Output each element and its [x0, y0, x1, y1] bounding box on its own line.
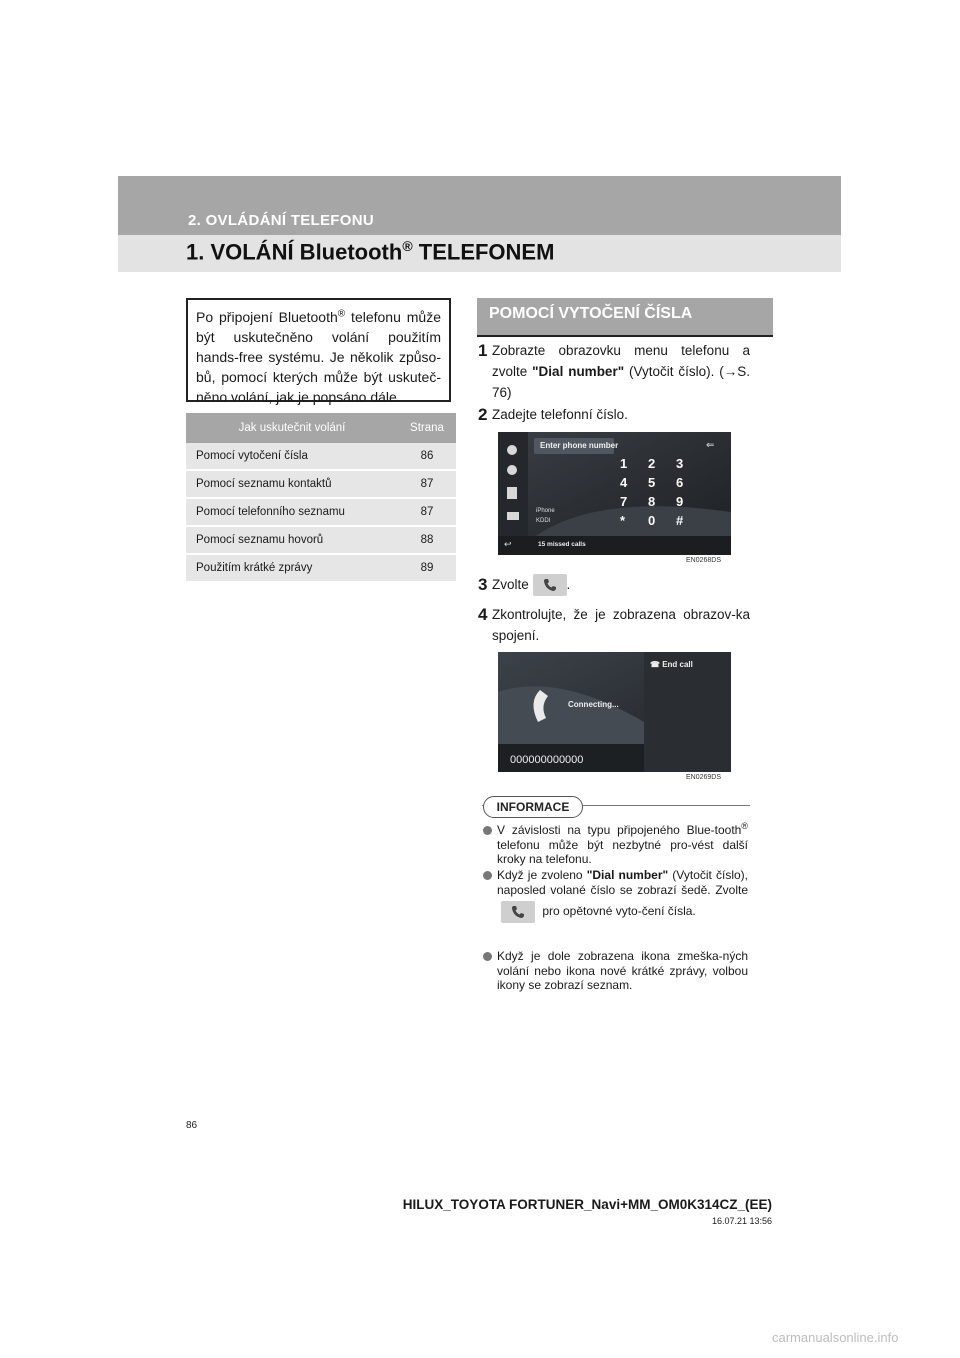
table-row [186, 498, 456, 526]
key[interactable]: 1 [620, 456, 628, 471]
info-bullet-1: V závislosti na typu připojeného Blue-tooth® telefonu může být nezbytné pro-vést další kroky na telefonu. [483, 823, 748, 867]
step-1: 1 Zobrazte obrazovku menu telefonu a zvolte "Dial number" (Vytočit číslo). (→S. 76) [478, 341, 750, 400]
back-icon: ↩ [504, 539, 512, 549]
table-row [186, 470, 456, 498]
key[interactable]: 9 [676, 494, 684, 509]
bullet-icon [483, 952, 492, 961]
table-row [186, 526, 456, 554]
document-date: 16.07.21 13:56 [711, 1216, 772, 1226]
message-icon [507, 512, 519, 520]
key[interactable]: 0 [648, 513, 656, 528]
table-row [186, 554, 456, 582]
step-2: 2 Zadejte telefonní číslo. [478, 405, 628, 424]
table-cell-label: Pomocí seznamu kontaktů [186, 470, 398, 498]
bullet-icon [483, 826, 492, 835]
table-header-method: Jak uskutečnit volání [186, 413, 398, 443]
phone-icon [507, 445, 517, 455]
table-row [186, 443, 456, 470]
backspace-icon: ⇐ [706, 440, 715, 451]
history-icon [507, 487, 517, 499]
missed-calls-label: 15 missed calls [538, 541, 586, 548]
key[interactable]: 4 [620, 475, 628, 490]
table-cell-page: 86 [398, 443, 456, 470]
carrier-label: KDDI [536, 518, 551, 524]
table-cell-page: 89 [398, 554, 456, 582]
key[interactable]: 7 [620, 494, 628, 509]
key[interactable]: 2 [648, 456, 656, 471]
phone-icon [543, 578, 557, 592]
table-cell-label: Pomocí vytočení čísla [186, 443, 398, 470]
intro-box: Po připojení Bluetooth® telefonu může být uskutečněno volání použitím hands-free systému. Je několik způso-bů, pomocí kterých může být uskuteč-něno volání, jak je popsáno dále. [186, 298, 451, 402]
contact-icon [507, 465, 517, 475]
key[interactable]: 5 [648, 475, 656, 490]
step-number: 4 [478, 605, 488, 624]
table-cell-label: Pomocí telefonního seznamu [186, 498, 398, 526]
table-cell-page: 87 [398, 470, 456, 498]
document-code: HILUX_TOYOTA FORTUNER_Navi+MM_OM0K314CZ_(EE) [402, 1197, 772, 1212]
end-call-button[interactable]: ☎ End call [650, 660, 693, 669]
step-number: 3 [478, 575, 488, 594]
page-number: 86 [186, 1120, 198, 1131]
table-cell-page: 88 [398, 526, 456, 554]
screen-title: Enter phone number [540, 441, 619, 450]
section-title: 2. OVLÁDÁNÍ TELEFONU [188, 212, 375, 229]
screenshot-code: EN0268DS [686, 557, 722, 564]
dialpad-screenshot [498, 432, 731, 555]
key[interactable]: # [676, 513, 684, 528]
page-heading: 1. VOLÁNÍ Bluetooth® TELEFONEM [186, 238, 555, 265]
step-number: 1 [478, 341, 488, 360]
info-bullet-2: Když je zvoleno "Dial number" (Vytočit číslo), naposled volané číslo se zobrazí šedě. Zvolte pro opětovné vyto-čení čísla. [483, 868, 748, 926]
info-tag: INFORMACE [483, 796, 583, 818]
step-3: 3 Zvolte . [478, 574, 750, 596]
key[interactable]: 8 [648, 494, 656, 509]
call-button-image [501, 901, 535, 923]
table-cell-label: Pomocí seznamu hovorů [186, 526, 398, 554]
connecting-label: Connecting... [568, 700, 619, 709]
call-button-image [533, 574, 567, 596]
methods-table [186, 413, 456, 583]
key[interactable]: 6 [676, 475, 684, 490]
device-label: iPhone [536, 508, 555, 514]
key[interactable]: * [620, 513, 626, 528]
hangup-icon: ☎ [650, 660, 663, 669]
section-header: POMOCÍ VYTOČENÍ ČÍSLA [477, 298, 773, 337]
connecting-screenshot [498, 652, 731, 772]
bullet-icon [483, 871, 492, 880]
info-bullet-3: Když je dole zobrazena ikona zmeška-ných volání nebo ikona nové krátké zprávy, volbou ikony se zobrazí seznam. [483, 949, 748, 993]
key[interactable]: 3 [676, 456, 684, 471]
keypad [620, 456, 696, 528]
phone-icon [511, 905, 525, 919]
table-header-row [186, 413, 456, 443]
table-header-page: Strana [398, 413, 456, 443]
watermark: carmanualsonline.info [772, 1330, 899, 1345]
table-cell-label: Použitím krátké zprávy [186, 554, 398, 582]
dialed-number: 000000000000 [510, 754, 584, 766]
step-4: 4 Zkontrolujte, že je zobrazena obrazov-ka spojení. [478, 605, 750, 643]
step-number: 2 [478, 405, 488, 424]
screenshot-code: EN0269DS [686, 774, 722, 781]
table-cell-page: 87 [398, 498, 456, 526]
